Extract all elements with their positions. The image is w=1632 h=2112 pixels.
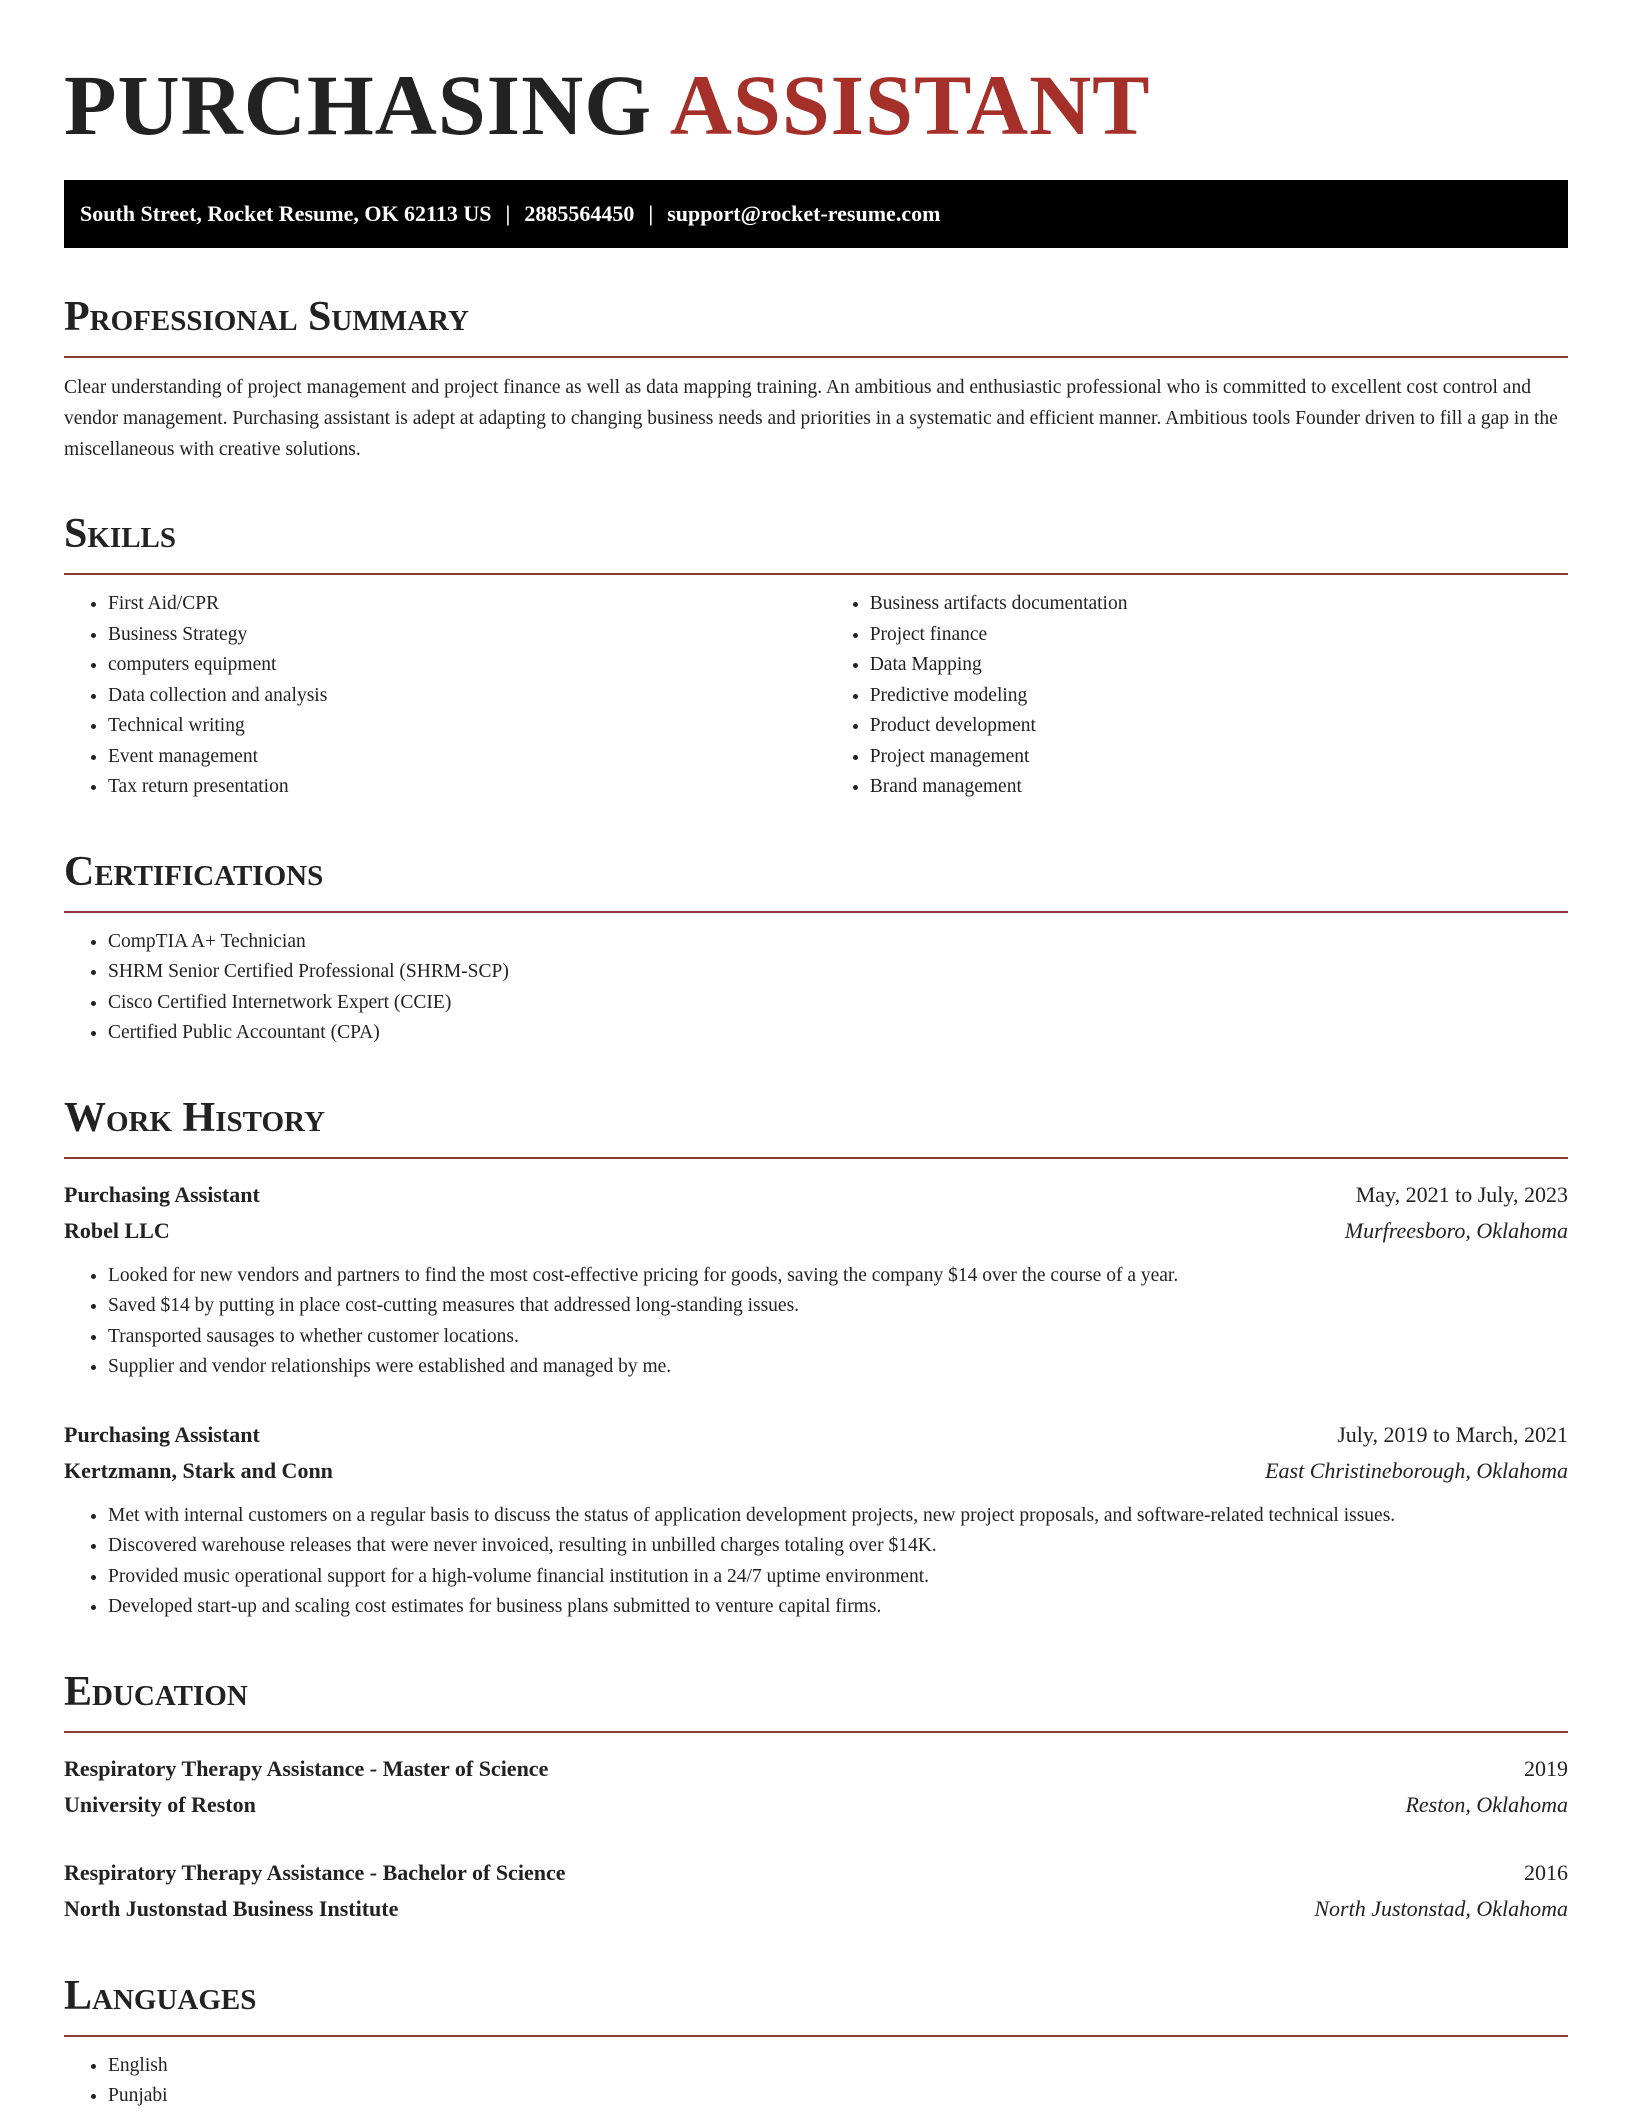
degree-title: Respiratory Therapy Assistance - Master of Science (64, 1755, 549, 1781)
summary-heading: Professional Summary (64, 292, 1568, 358)
degree-title: Respiratory Therapy Assistance - Bachelor of Science (64, 1859, 566, 1885)
skill-item: • Tax return presentation (108, 772, 826, 803)
job-title: Purchasing Assistant (64, 1181, 260, 1207)
title-accent: ASSISTANT (669, 57, 1151, 153)
summary-section (64, 292, 1568, 465)
skill-item: • First Aid/CPR (108, 589, 826, 620)
skills-list-right (826, 589, 1568, 803)
resume-page (64, 0, 1568, 2112)
job-bullet: • Developed start-up and scaling cost estimates for business plans submitted to venture capital firms. (108, 1592, 1568, 1623)
skill-item: • Project finance (870, 620, 1568, 651)
skill-item: • Predictive modeling (870, 681, 1568, 712)
skill-item: • Product development (870, 711, 1568, 742)
certification-item: • Cisco Certified Internetwork Expert (CCIE) (108, 988, 1568, 1019)
job-entry (64, 1417, 1568, 1623)
skill-item: • Technical writing (108, 711, 826, 742)
school-row (64, 1787, 1568, 1823)
job-bullet: • Transported sausages to whether customer locations. (108, 1322, 1568, 1353)
job-bullet: • Looked for new vendors and partners to find the most cost-effective pricing for goods, saving the company $14 over the course of a year. (108, 1261, 1568, 1292)
job-company-row (64, 1453, 1568, 1489)
job-company: Robel LLC (64, 1217, 170, 1243)
skill-item: • Business Strategy (108, 620, 826, 651)
job-bullet: • Saved $14 by putting in place cost-cutting measures that addressed long-standing issues. (108, 1291, 1568, 1322)
job-title-row (64, 1177, 1568, 1213)
contact-separator: | (648, 201, 654, 226)
job-company-row (64, 1213, 1568, 1249)
job-bullet: • Supplier and vendor relationships were established and managed by me. (108, 1352, 1568, 1383)
degree-row (64, 1855, 1568, 1891)
education-entry (64, 1751, 1568, 1823)
job-title: Purchasing Assistant (64, 1421, 260, 1447)
contact-separator: | (505, 201, 511, 226)
languages-heading: Languages (64, 1971, 1568, 2037)
school-location: North Justonstad, Oklahoma (1314, 1895, 1568, 1921)
job-location: East Christineborough, Oklahoma (1265, 1457, 1568, 1483)
skills-grid (64, 575, 1568, 803)
contact-phone: 2885564450 (524, 201, 635, 226)
skills-heading: Skills (64, 509, 1568, 575)
page-title (64, 50, 1568, 160)
summary-text: Clear understanding of project management and project finance as well as data mapping training. An ambitious and enthusiastic professional who is committed to excellent cost control and vendor management. Purchasing assistant is adept at adapting to changing business needs and priorities in a systematic and efficient manner. Ambitious tools Founder driven to fill a gap in the miscellaneous with creative solutions. (64, 377, 1558, 460)
job-bullet: • Discovered warehouse releases that were never invoiced, resulting in unbilled charges totaling over $14K. (108, 1531, 1568, 1562)
skills-section (64, 509, 1568, 803)
job-bullets (64, 1501, 1568, 1623)
education-section (64, 1667, 1568, 1927)
work-history-heading: Work History (64, 1093, 1568, 1159)
work-history-section (64, 1093, 1568, 1623)
education-entry (64, 1855, 1568, 1927)
education-heading: Education (64, 1667, 1568, 1733)
job-dates: May, 2021 to July, 2023 (1355, 1181, 1568, 1207)
certification-item: • CompTIA A+ Technician (108, 927, 1568, 958)
school-name: North Justonstad Business Institute (64, 1895, 399, 1921)
skill-item: • Project management (870, 742, 1568, 773)
language-item: • English (108, 2051, 1568, 2082)
certification-item: • SHRM Senior Certified Professional (SHRM-SCP) (108, 957, 1568, 988)
skills-list-left (64, 589, 826, 803)
certifications-heading: Certifications (64, 847, 1568, 913)
contact-email: support@rocket-resume.com (667, 201, 941, 226)
school-row (64, 1891, 1568, 1927)
certifications-list (64, 927, 1568, 1049)
contact-bar (64, 180, 1568, 248)
certification-item: • Certified Public Accountant (CPA) (108, 1018, 1568, 1049)
skill-item: • computers equipment (108, 650, 826, 681)
job-entry (64, 1177, 1568, 1383)
job-dates: July, 2019 to March, 2021 (1337, 1421, 1568, 1447)
school-name: University of Reston (64, 1791, 256, 1817)
contact-address: South Street, Rocket Resume, OK 62113 US (80, 201, 492, 226)
job-bullet: • Provided music operational support for a high-volume financial institution in a 24/7 uptime environment. (108, 1562, 1568, 1593)
job-bullets (64, 1261, 1568, 1383)
skill-item: • Brand management (870, 772, 1568, 803)
job-location: Murfreesboro, Oklahoma (1344, 1217, 1568, 1243)
language-item: • Punjabi (108, 2081, 1568, 2112)
certifications-section (64, 847, 1568, 1049)
languages-list (64, 2051, 1568, 2112)
title-main: PURCHASING (64, 57, 653, 153)
languages-section (64, 1971, 1568, 2112)
degree-year: 2016 (1524, 1859, 1568, 1885)
skill-item: • Event management (108, 742, 826, 773)
skill-item: • Data Mapping (870, 650, 1568, 681)
skill-item: • Business artifacts documentation (870, 589, 1568, 620)
degree-year: 2019 (1524, 1755, 1568, 1781)
skill-item: • Data collection and analysis (108, 681, 826, 712)
school-location: Reston, Oklahoma (1405, 1791, 1568, 1817)
degree-row (64, 1751, 1568, 1787)
job-company: Kertzmann, Stark and Conn (64, 1457, 333, 1483)
job-title-row (64, 1417, 1568, 1453)
job-bullet: • Met with internal customers on a regular basis to discuss the status of application development projects, new project proposals, and software-related technical issues. (108, 1501, 1568, 1532)
